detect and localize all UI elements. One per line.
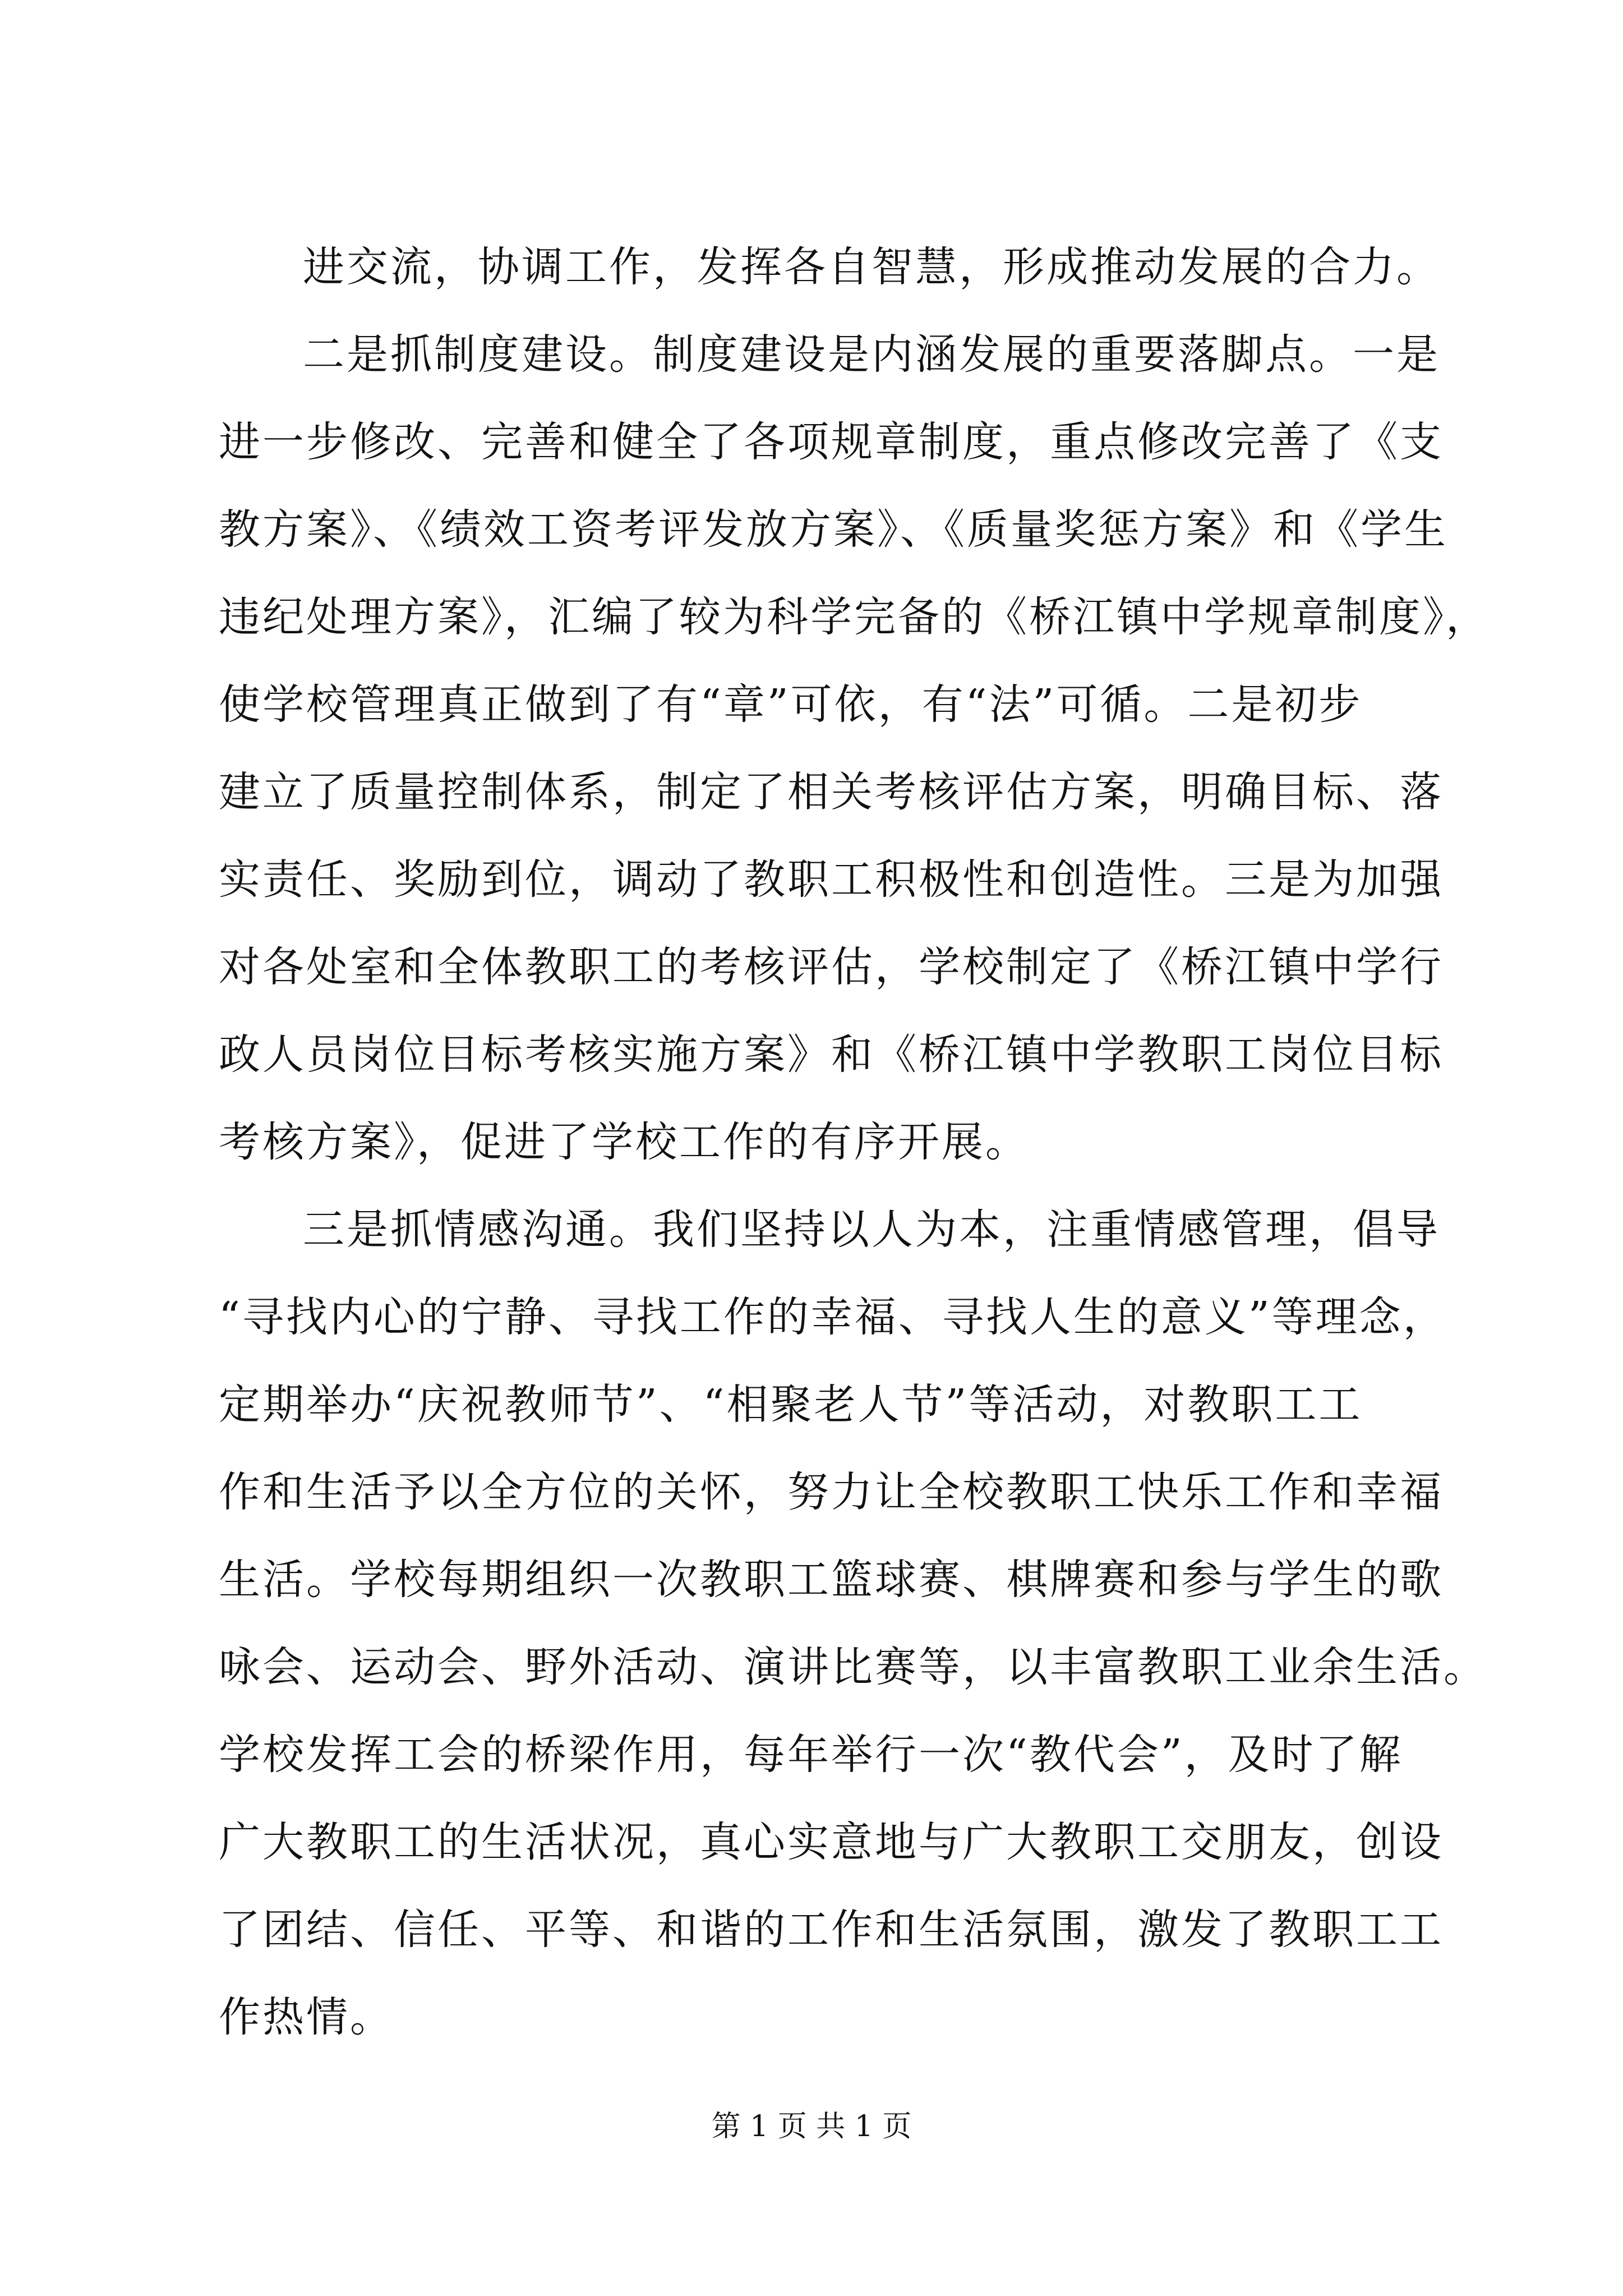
text-line: 政人员岗位目标考核实施方案》和《桥江镇中学教职工岗位目标 (219, 1030, 1444, 1079)
paragraph-heading-line: 三是抓情感沟通。我们坚持以人为本，注重情感管理，倡导 (303, 1205, 1440, 1254)
document-body (219, 223, 1490, 2061)
text-line: 生活。学校每期组织一次教职工篮球赛、棋牌赛和参与学生的歌 (219, 1556, 1444, 1604)
text-line: 咏会、运动会、野外活动、演讲比赛等，以丰富教职工业余生活。 (219, 1643, 1487, 1691)
text-line: 违纪处理方案》，汇编了较为科学完备的《桥江镇中学规章制度》， (219, 593, 1490, 641)
text-line: 考核方案》，促进了学校工作的有序开展。 (219, 1118, 1029, 1166)
page-number-label: 第 1 页 共 1 页 (711, 2110, 912, 2143)
text-line: 作和生活予以全方位的关怀，努力让全校教职工快乐工作和幸福 (219, 1468, 1444, 1516)
text-line: 进交流，协调工作，发挥各自智慧，形成推动发展的合力。 (303, 243, 1440, 291)
text-line: 定期举办“庆祝教师节”、“相聚老人节”等活动，对教职工工 (219, 1381, 1363, 1429)
text-line: 进一步修改、完善和健全了各项规章制度，重点修改完善了《支 (219, 418, 1444, 466)
paragraph-heading-line: 二是抓制度建设。制度建设是内涵发展的重要落脚点。一是 (303, 330, 1440, 379)
text-line: 了团结、信任、平等、和谐的工作和生活氛围，激发了教职工工 (219, 1906, 1444, 1954)
text-line: 建立了质量控制体系，制定了相关考核评估方案，明确目标、落 (219, 768, 1444, 816)
text-line: 教方案》、《绩效工资考评发放方案》、《质量奖惩方案》和《学生 (219, 505, 1448, 554)
text-line: “寻找内心的宁静、寻找工作的幸福、寻找人生的意义”等理念， (219, 1293, 1447, 1341)
text-line: 广大教职工的生活状况，真心实意地与广大教职工交朋友，创设 (219, 1818, 1444, 1866)
text-line: 使学校管理真正做到了有“章”可依，有“法”可循。二是初步 (219, 680, 1363, 729)
text-line: 实责任、奖励到位，调动了教职工积极性和创造性。三是为加强 (219, 855, 1444, 904)
page-footer (0, 2107, 1623, 2146)
text-line: 作热情。 (219, 1993, 394, 2041)
text-line: 对各处室和全体教职工的考核评估，学校制定了《桥江镇中学行 (219, 943, 1444, 991)
text-line: 学校发挥工会的桥梁作用，每年举行一次“教代会”，及时了解 (219, 1731, 1403, 1779)
